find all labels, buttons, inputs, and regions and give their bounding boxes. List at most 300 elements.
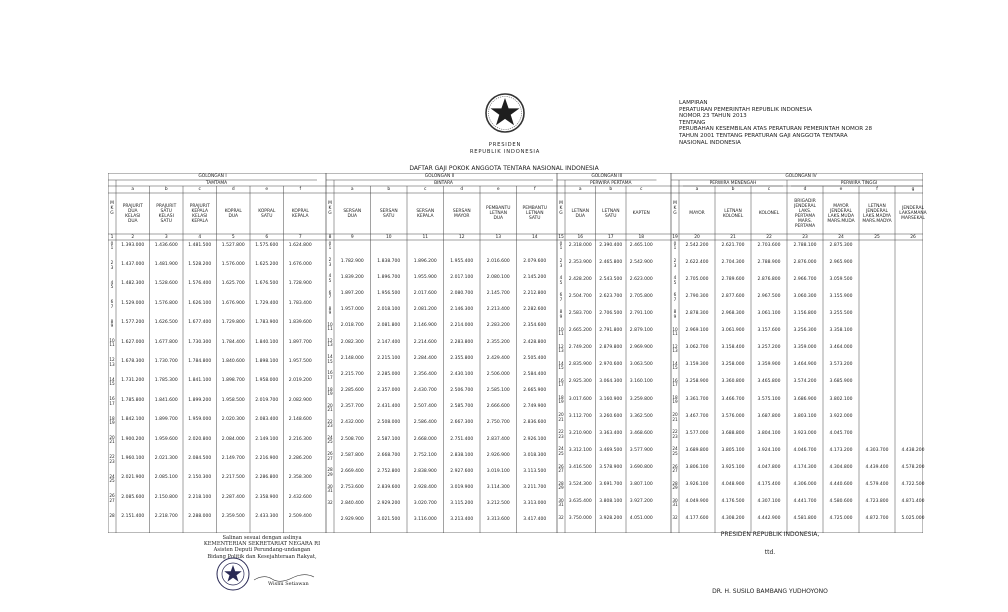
kementerian-label: KEMENTERIAN SEKRETARIAT NEGARA RI bbox=[203, 541, 321, 548]
salary-value: 2.282.600 bbox=[523, 307, 547, 313]
mkg-value: 29 bbox=[672, 485, 678, 491]
salary-value: 2.358.900 bbox=[255, 494, 279, 500]
salary-value: 3.259.800 bbox=[629, 396, 653, 402]
subgroup-header: BINTARA bbox=[434, 181, 453, 186]
salary-value: 1.624.800 bbox=[288, 242, 312, 248]
salary-value: 2.147.400 bbox=[377, 339, 401, 345]
salary-value: 2.429.400 bbox=[486, 355, 510, 361]
salary-value: 1.955.900 bbox=[413, 274, 437, 280]
salary-value: 2.017.100 bbox=[450, 274, 474, 280]
lampiran-block bbox=[679, 100, 919, 146]
salary-value: 2.967.500 bbox=[757, 293, 781, 299]
column-number: 5 bbox=[231, 234, 235, 240]
salary-value: 4.175.400 bbox=[757, 482, 781, 488]
salary-value: 3.017.600 bbox=[568, 396, 592, 402]
mkg-header: M K G bbox=[673, 201, 677, 216]
salary-value: 3.575.100 bbox=[757, 396, 781, 402]
salary-value: 2.084.500 bbox=[188, 455, 212, 461]
salary-value: 2.836.600 bbox=[523, 420, 547, 426]
salary-value: 1.678.300 bbox=[121, 358, 145, 364]
salary-value: 2.145.200 bbox=[523, 274, 547, 280]
salary-value: 2.587.800 bbox=[340, 452, 364, 458]
salary-value: 2.705.000 bbox=[685, 276, 709, 282]
salary-value: 2.318.000 bbox=[568, 242, 592, 248]
salary-value: 2.085.600 bbox=[121, 494, 145, 500]
rank-header: MAYOR bbox=[689, 211, 705, 216]
salary-value: 2.621.700 bbox=[721, 242, 745, 248]
salary-value: 1.842.100 bbox=[121, 417, 145, 423]
salary-value: 2.357.000 bbox=[377, 388, 401, 393]
salary-value: 1.899.200 bbox=[188, 397, 212, 403]
salary-value: 2.150.800 bbox=[154, 494, 178, 500]
salary-value: 4.308.200 bbox=[721, 516, 745, 522]
salary-value: 4.581.800 bbox=[793, 516, 817, 522]
mkg-header: M K G bbox=[110, 201, 114, 216]
mkg-value: 20 bbox=[109, 435, 115, 440]
lampiran-line: TENTANG bbox=[679, 119, 706, 126]
salary-value: 2.703.600 bbox=[757, 242, 781, 248]
salary-value: 2.148.000 bbox=[340, 355, 364, 361]
mkg-value: 18 bbox=[109, 415, 115, 421]
salary-value: 2.021.300 bbox=[154, 455, 178, 461]
mkg-value: 15 bbox=[327, 358, 333, 364]
salary-value: 2.665.200 bbox=[568, 328, 592, 334]
president-name: DR. H. SUSILO BAMBANG YUDHOYONO bbox=[712, 588, 828, 595]
mkg-value: 11 bbox=[109, 342, 115, 348]
mkg-value: 9 bbox=[328, 310, 332, 316]
column-number: 20 bbox=[694, 234, 700, 240]
salary-value: 2.508.700 bbox=[340, 436, 364, 442]
salary-value: 3.416.500 bbox=[568, 465, 592, 471]
salary-value: 3.685.900 bbox=[829, 379, 853, 385]
salary-value: 1.784.800 bbox=[188, 358, 212, 364]
mkg-value: 3 bbox=[673, 262, 677, 268]
salary-value: 4.049.900 bbox=[685, 499, 709, 505]
salary-value: 3.063.500 bbox=[629, 362, 653, 368]
column-letter: a bbox=[695, 187, 699, 192]
mkg-value: 21 bbox=[558, 416, 564, 422]
salary-value: 1.957.500 bbox=[288, 358, 312, 364]
column-number: 23 bbox=[802, 234, 808, 240]
salary-value: 2.085.100 bbox=[154, 475, 178, 481]
salary-value: 1.785.800 bbox=[121, 397, 145, 403]
salary-value: 4.440.600 bbox=[829, 482, 853, 488]
rank-header: KOPRAL SATU bbox=[258, 208, 276, 219]
salary-value: 2.430.100 bbox=[450, 371, 474, 377]
column-number: 14 bbox=[531, 234, 538, 240]
mkg-value: 11 bbox=[327, 326, 333, 332]
salary-value: 2.749.200 bbox=[568, 345, 592, 351]
salary-value: 4.579.400 bbox=[865, 482, 889, 488]
salary-value: 3.313.000 bbox=[523, 501, 547, 507]
salary-value: 1.626.500 bbox=[154, 320, 178, 326]
column-letter: a bbox=[350, 187, 354, 192]
salary-value: 1.897.700 bbox=[288, 339, 312, 345]
mkg-value: 16 bbox=[672, 377, 678, 383]
mkg-value: 17 bbox=[558, 382, 564, 388]
salary-value: 2.791.800 bbox=[599, 328, 623, 334]
salary-value: 1.576.800 bbox=[154, 300, 178, 306]
salary-value: 1.785.300 bbox=[154, 378, 178, 384]
mkg-value: 26 bbox=[558, 463, 564, 469]
mkg-value: 0 bbox=[328, 241, 332, 246]
salary-value: 3.417.400 bbox=[523, 517, 547, 523]
column-letter: a bbox=[578, 187, 582, 192]
salary-value: 1.839.600 bbox=[288, 320, 312, 326]
salary-value: 3.924.100 bbox=[757, 447, 781, 453]
salary-value: 1.899.700 bbox=[154, 417, 178, 423]
salary-value: 1.575.600 bbox=[255, 242, 279, 248]
salary-value: 2.018.700 bbox=[340, 323, 364, 329]
salary-value: 2.082.900 bbox=[288, 397, 312, 403]
mkg-value: 32 bbox=[672, 514, 678, 520]
rank-header: KOPRAL KEPALA bbox=[291, 208, 309, 219]
salary-value: 3.363.400 bbox=[599, 430, 623, 436]
salary-value: 2.215.700 bbox=[340, 371, 364, 377]
salary-value: 3.578.900 bbox=[599, 465, 623, 471]
salary-value: 3.524.300 bbox=[568, 482, 592, 488]
salary-value: 3.210.900 bbox=[568, 430, 592, 436]
mkg-value: 17 bbox=[109, 400, 115, 406]
mkg-value: 23 bbox=[109, 458, 115, 464]
mkg-value: 4 bbox=[559, 275, 563, 281]
rank-header: LETNAN DUA bbox=[571, 208, 589, 219]
salary-value: 2.926.100 bbox=[523, 436, 547, 442]
salary-value: 3.312.100 bbox=[568, 447, 592, 453]
mkg-value: 27 bbox=[109, 497, 115, 503]
salary-value: 2.286.200 bbox=[288, 455, 312, 461]
column-letter: f bbox=[876, 187, 878, 192]
salary-value: 2.432.000 bbox=[340, 420, 364, 426]
column-letter: b bbox=[609, 187, 613, 192]
salary-value: 2.216.300 bbox=[288, 436, 312, 442]
salary-value: 2.837.400 bbox=[486, 436, 510, 442]
salary-value: 4.722.500 bbox=[901, 482, 925, 488]
salary-value: 4.304.800 bbox=[829, 465, 853, 471]
salary-value: 3.803.100 bbox=[793, 413, 817, 419]
salary-value: 2.508.000 bbox=[377, 420, 401, 426]
column-letter: d bbox=[231, 187, 235, 192]
salary-value: 2.214.600 bbox=[413, 339, 437, 345]
mkg-value: 8 bbox=[673, 309, 677, 315]
salary-value: 3.926.100 bbox=[685, 482, 709, 488]
salary-value: 1.838.700 bbox=[377, 258, 401, 264]
mkg-value: 26 bbox=[109, 493, 115, 499]
subgroup-header: PERWIRA TINGGI bbox=[840, 181, 878, 186]
mkg-value: 28 bbox=[558, 480, 564, 486]
salary-value: 3.808.100 bbox=[599, 499, 623, 505]
salary-value: 2.465.100 bbox=[629, 242, 653, 248]
salary-value: 2.288.000 bbox=[188, 514, 212, 520]
rank-header: LETNAN KOLONEL bbox=[722, 208, 744, 219]
salary-value: 2.876.000 bbox=[793, 259, 817, 265]
salary-value: 3.158.400 bbox=[721, 345, 745, 351]
salary-value: 3.257.200 bbox=[757, 345, 781, 351]
salary-value: 1.896.700 bbox=[377, 274, 401, 280]
salary-value: 2.965.900 bbox=[829, 259, 853, 265]
rank-header: MAYOR JENDERAL LAKS.MUDA MARS.MUDA bbox=[827, 203, 855, 224]
mkg-value: 11 bbox=[672, 330, 678, 336]
salary-value: 3.574.200 bbox=[793, 379, 817, 385]
salary-value: 2.752.100 bbox=[413, 452, 437, 458]
salary-value: 3.806.100 bbox=[685, 465, 709, 471]
salary-value: 2.018.100 bbox=[377, 307, 401, 313]
salary-value: 3.577.000 bbox=[685, 430, 709, 436]
salary-value: 3.061.100 bbox=[757, 310, 781, 316]
salary-value: 2.838.100 bbox=[450, 452, 474, 458]
salary-value: 2.704.300 bbox=[721, 259, 745, 265]
column-number: 10 bbox=[385, 234, 392, 240]
salary-value: 2.355.800 bbox=[450, 355, 474, 361]
salary-value: 3.018.300 bbox=[523, 452, 547, 458]
salary-value: 2.020.300 bbox=[221, 417, 245, 423]
salary-value: 2.750.700 bbox=[486, 420, 510, 426]
mkg-value: 22 bbox=[672, 429, 678, 435]
mkg-value: 14 bbox=[558, 360, 564, 366]
salinan-label: Salinan sesuai dengan aslinya bbox=[222, 535, 302, 541]
column-letter: c bbox=[198, 187, 201, 192]
salary-value: 1.783.900 bbox=[255, 320, 279, 326]
salary-value: 1.625.700 bbox=[221, 281, 245, 287]
mkg-value: 7 bbox=[673, 296, 677, 302]
salary-value: 1.839.200 bbox=[340, 274, 364, 280]
salary-value: 3.060.300 bbox=[793, 293, 817, 299]
column-letter: b bbox=[164, 187, 168, 192]
salary-value: 3.061.900 bbox=[721, 328, 745, 334]
salary-value: 2.835.900 bbox=[568, 362, 592, 368]
mkg-value: 8 bbox=[110, 318, 114, 324]
seal-stamp-icon bbox=[215, 556, 251, 592]
mkg-value: 24 bbox=[672, 446, 678, 452]
mkg-value: 18 bbox=[558, 395, 564, 401]
mkg-value: 13 bbox=[558, 348, 564, 354]
salary-value: 1.898.700 bbox=[221, 378, 245, 384]
salary-value: 2.080.700 bbox=[450, 291, 474, 296]
salary-value: 2.356.400 bbox=[413, 371, 437, 377]
salary-value: 2.788.900 bbox=[757, 259, 781, 265]
salary-value: 2.507.400 bbox=[413, 404, 437, 410]
salary-value: 3.805.100 bbox=[721, 447, 745, 453]
mkg-value: 29 bbox=[327, 471, 333, 477]
salary-value: 1.958.000 bbox=[255, 378, 279, 384]
salary-value: 1.896.200 bbox=[413, 258, 437, 264]
mkg-value: 2 bbox=[328, 257, 332, 263]
salary-value: 3.468.600 bbox=[629, 430, 653, 436]
subgroup-header: PERWIRA PERTAMA bbox=[590, 181, 632, 186]
mkg-value: 2 bbox=[673, 258, 677, 264]
salary-value: 1.731.200 bbox=[121, 378, 145, 384]
salary-value: 3.258.000 bbox=[721, 362, 745, 368]
mkg-value: 22 bbox=[558, 429, 564, 435]
mkg-value: 15 bbox=[558, 365, 564, 371]
mkg-value: 8 bbox=[328, 305, 332, 311]
salary-value: 1.898.100 bbox=[255, 358, 279, 364]
mkg-value: 6 bbox=[328, 289, 332, 295]
mkg-value: 30 bbox=[672, 497, 678, 503]
salary-value: 1.897.200 bbox=[340, 291, 364, 296]
mkg-value: 1 bbox=[110, 245, 114, 251]
ttd-label: ttd. bbox=[764, 549, 776, 556]
lampiran-line: PERATURAN PEMERINTAH REPUBLIK INDONESIA bbox=[679, 106, 812, 113]
salary-value: 1.676.500 bbox=[255, 281, 279, 287]
salary-value: 2.021.900 bbox=[121, 475, 145, 481]
salary-value: 4.046.700 bbox=[793, 447, 817, 453]
salary-value: 3.160.900 bbox=[599, 396, 623, 402]
rank-header: PRAJURIT KEPALA KELASI KEPALA bbox=[189, 203, 210, 224]
mkg-value: 0 bbox=[673, 241, 677, 246]
mkg-value: 16 bbox=[109, 396, 115, 402]
salary-value: 3.020.700 bbox=[413, 501, 437, 507]
column-letter: a bbox=[131, 187, 135, 192]
column-number: 12 bbox=[458, 234, 465, 240]
salary-value: 1.729.800 bbox=[221, 320, 245, 326]
salary-value: 1.677.400 bbox=[188, 320, 212, 326]
mkg-value: 26 bbox=[672, 463, 678, 469]
mkg-value: 12 bbox=[558, 343, 564, 349]
salary-value: 2.669.400 bbox=[340, 468, 364, 474]
salary-value: 2.927.600 bbox=[450, 468, 474, 474]
mkg-value: 6 bbox=[110, 299, 114, 305]
salary-value: 2.428.200 bbox=[568, 276, 592, 282]
mkg-value: 24 bbox=[109, 473, 115, 479]
mkg-value: 27 bbox=[672, 467, 678, 473]
mkg-column-number: 19 bbox=[672, 234, 678, 240]
salary-value: 1.840.600 bbox=[221, 358, 245, 364]
salary-value: 2.926.900 bbox=[486, 452, 510, 458]
salary-value: 2.587.100 bbox=[377, 436, 401, 442]
mkg-column-number: 8 bbox=[328, 234, 332, 240]
mkg-value: 19 bbox=[672, 399, 678, 405]
rank-header: KOLONEL bbox=[758, 211, 780, 216]
mkg-value: 19 bbox=[109, 420, 115, 425]
salary-value: 4.438.200 bbox=[901, 447, 925, 453]
mkg-value: 19 bbox=[327, 390, 333, 396]
rank-header: BRIGADIR JENDERAL LAKS. PERTAMA MARS. PERTAMA bbox=[794, 198, 816, 229]
salary-value: 3.691.700 bbox=[599, 482, 623, 488]
salary-value: 2.969.900 bbox=[629, 345, 653, 351]
salary-value: 4.176.500 bbox=[721, 499, 745, 505]
salary-value: 3.686.900 bbox=[793, 396, 817, 402]
mkg-value: 5 bbox=[673, 279, 677, 285]
rank-header: PEMBANTU LETNAN SATU bbox=[522, 206, 547, 221]
mkg-value: 30 bbox=[558, 497, 564, 503]
salary-value: 2.585.100 bbox=[486, 388, 510, 393]
salary-value: 2.145.700 bbox=[486, 291, 510, 296]
salary-value: 4.442.900 bbox=[757, 516, 781, 522]
salary-value: 2.622.400 bbox=[685, 259, 709, 265]
mkg-value: 12 bbox=[672, 343, 678, 349]
salary-value: 2.359.500 bbox=[221, 514, 245, 520]
mkg-value: 25 bbox=[109, 478, 115, 484]
salary-value: 1.960.100 bbox=[121, 455, 145, 461]
salary-value: 1.437.000 bbox=[121, 261, 145, 267]
mkg-value: 21 bbox=[327, 407, 333, 413]
mkg-value: 13 bbox=[672, 348, 678, 354]
salary-value: 4.051.000 bbox=[629, 516, 653, 522]
salary-value: 5.025.000 bbox=[901, 516, 925, 522]
column-number: 2 bbox=[131, 234, 135, 240]
column-number: 24 bbox=[838, 234, 844, 240]
salary-value: 3.690.800 bbox=[629, 465, 653, 471]
column-letter: b bbox=[387, 187, 391, 192]
salary-value: 2.285.000 bbox=[377, 371, 401, 377]
mkg-value: 3 bbox=[328, 261, 332, 267]
salary-value: 2.433.300 bbox=[255, 514, 279, 520]
salary-value: 3.927.200 bbox=[629, 499, 653, 505]
salary-value: 2.218.700 bbox=[154, 514, 178, 520]
salary-value: 1.676.900 bbox=[221, 300, 245, 306]
salary-value: 3.467.700 bbox=[685, 413, 709, 419]
mkg-value: 31 bbox=[558, 502, 564, 508]
mkg-value: 14 bbox=[109, 376, 115, 382]
mkg-value: 7 bbox=[559, 296, 563, 302]
salary-value: 2.505.400 bbox=[523, 355, 547, 361]
mkg-value: 15 bbox=[672, 365, 678, 371]
mkg-value: 0 bbox=[110, 241, 114, 246]
rank-header: LETNAN SATU bbox=[602, 208, 620, 219]
salary-value: 2.019.200 bbox=[288, 378, 312, 384]
salary-value: 3.807.100 bbox=[629, 482, 653, 488]
salary-value: 3.359.900 bbox=[757, 362, 781, 368]
salary-value: 3.019.900 bbox=[450, 485, 474, 490]
column-letter: e bbox=[496, 187, 500, 192]
salary-value: 3.113.500 bbox=[523, 468, 547, 474]
mkg-value: 16 bbox=[327, 370, 333, 376]
salary-value: 2.213.400 bbox=[486, 307, 510, 313]
mkg-value: 22 bbox=[327, 418, 333, 424]
column-letter: b bbox=[731, 187, 735, 192]
salary-value: 2.216.900 bbox=[255, 455, 279, 461]
salary-value: 3.464.000 bbox=[829, 345, 853, 351]
salary-value: 2.079.600 bbox=[523, 258, 547, 264]
salary-value: 3.064.300 bbox=[599, 379, 623, 385]
salary-value: 3.059.500 bbox=[829, 276, 853, 282]
salary-value: 2.146.900 bbox=[413, 323, 437, 329]
salary-value: 2.149.700 bbox=[221, 455, 245, 461]
salary-value: 1.783.400 bbox=[288, 300, 312, 306]
salary-value: 3.359.000 bbox=[793, 345, 817, 351]
salary-value: 3.576.000 bbox=[721, 413, 745, 419]
column-letter: d bbox=[460, 187, 464, 192]
mkg-value: 4 bbox=[328, 273, 332, 279]
salary-value: 1.625.200 bbox=[255, 261, 279, 267]
salary-value: 2.789.600 bbox=[721, 276, 745, 282]
salary-value: 3.155.900 bbox=[829, 293, 853, 299]
salary-value: 2.879.100 bbox=[629, 328, 653, 334]
salary-value: 3.021.500 bbox=[377, 517, 401, 523]
salary-value: 3.465.800 bbox=[757, 379, 781, 385]
mkg-value: 0 bbox=[559, 241, 563, 246]
rank-header: JENDERAL LAKSAMANA MARSEKAL bbox=[899, 206, 927, 221]
salary-value: 2.358.300 bbox=[288, 475, 312, 481]
golongan-header: GOLONGAN III bbox=[591, 174, 623, 179]
salary-value: 2.428.800 bbox=[523, 339, 547, 345]
salary-value: 2.287.400 bbox=[221, 494, 245, 500]
salary-value: 3.689.800 bbox=[685, 447, 709, 453]
mkg-value: 31 bbox=[672, 502, 678, 508]
salary-value: 2.791.100 bbox=[629, 310, 653, 316]
salary-value: 2.666.600 bbox=[486, 404, 510, 410]
mkg-value: 12 bbox=[109, 357, 115, 363]
salary-value: 3.114.300 bbox=[486, 485, 510, 490]
mkg-value: 20 bbox=[327, 402, 333, 408]
mkg-value: 1 bbox=[328, 245, 332, 251]
salary-value: 1.841.600 bbox=[154, 397, 178, 403]
salary-value: 1.393.000 bbox=[121, 242, 145, 248]
mkg-value: 14 bbox=[327, 354, 333, 360]
salary-value: 4.303.700 bbox=[865, 447, 889, 453]
salary-value: 3.362.500 bbox=[629, 413, 653, 419]
